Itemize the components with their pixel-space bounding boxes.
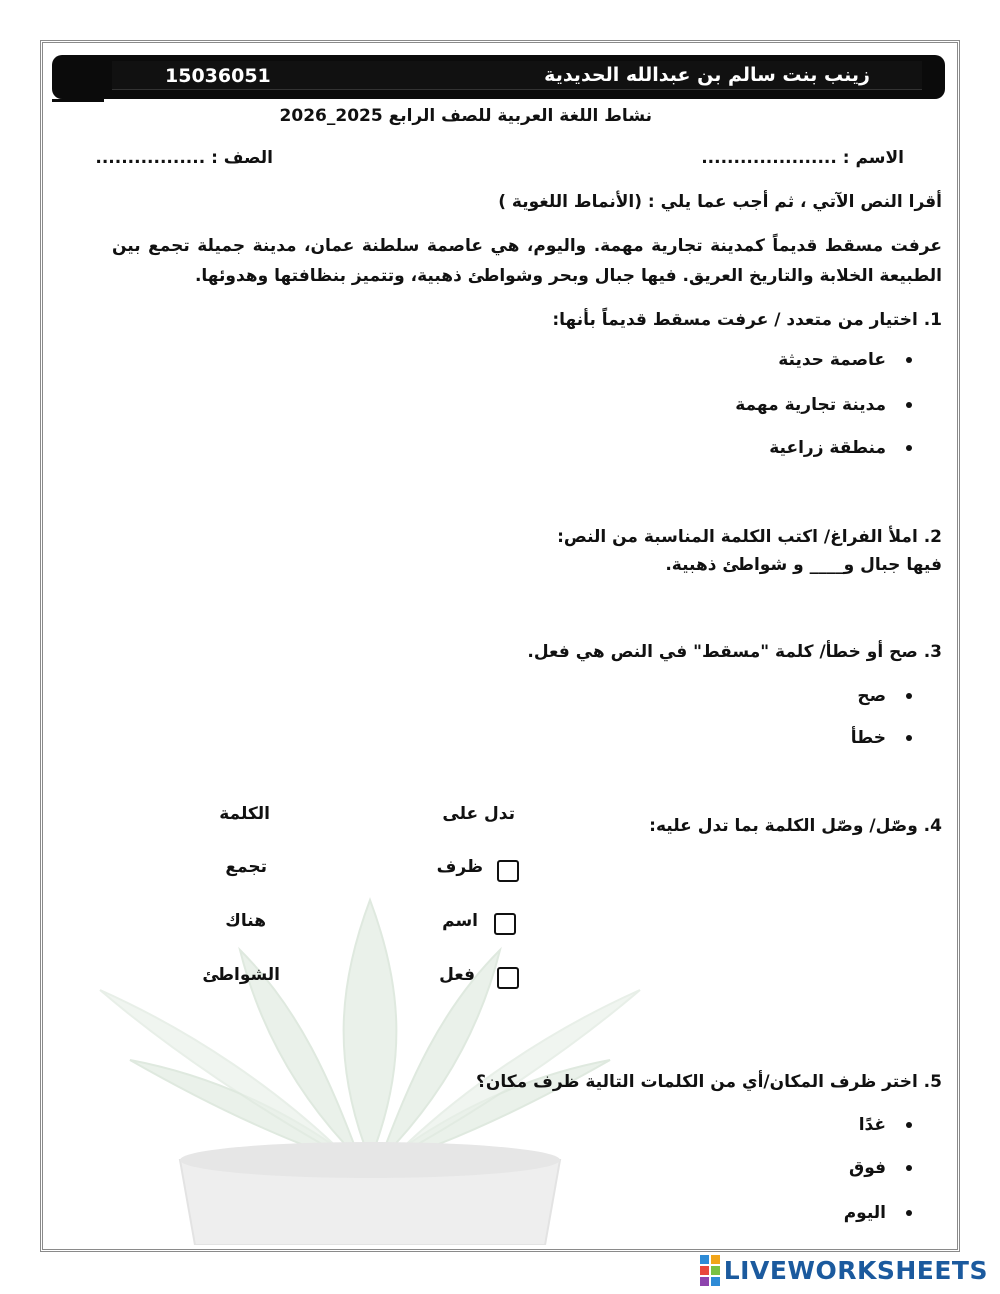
bullet-icon	[906, 1165, 912, 1171]
q1-option-3[interactable]: منطقة زراعية	[769, 438, 912, 458]
bullet-icon	[906, 402, 912, 408]
q1-prompt: 1. اختيار من متعدد / عرفت مسقط قديماً بأنها:	[552, 310, 942, 330]
q4-word-2[interactable]: هناك	[225, 911, 266, 931]
class-field-label[interactable]: الصف : .................	[95, 148, 273, 168]
q1-option-2[interactable]: مدينة تجارية مهمة	[735, 395, 912, 415]
bullet-icon	[906, 445, 912, 451]
q4-meaning-2: اسم	[442, 911, 478, 931]
name-field-label[interactable]: الاسم : .....................	[701, 148, 904, 168]
q4-checkbox-3[interactable]	[497, 967, 519, 989]
worksheet-title: نشاط اللغة العربية للصف الرابع 2025_2026	[279, 106, 652, 126]
bullet-icon	[906, 693, 912, 699]
q4-word-3[interactable]: الشواطئ	[202, 965, 280, 985]
q2-prompt: 2. املأ الفراغ/ اكتب الكلمة المناسبة من النص:	[557, 527, 942, 547]
q4-meaning-1: ظرف	[436, 857, 483, 877]
bullet-icon	[906, 1210, 912, 1216]
q2-sentence-blank[interactable]: فيها جبال و____ و شواطئ ذهبية.	[665, 555, 942, 575]
bullet-icon	[906, 735, 912, 741]
student-id: 15036051	[165, 65, 271, 87]
bullet-icon	[906, 357, 912, 363]
q4-prompt: 4. وصّل/ وصّل الكلمة بما تدل عليه:	[649, 816, 942, 836]
liveworksheets-logo-icon	[700, 1255, 720, 1286]
q3-option-false[interactable]: خطأ	[851, 728, 912, 748]
q3-option-true[interactable]: صح	[857, 686, 912, 706]
q4-meaning-column-header: تدل على	[442, 804, 515, 824]
q1-option-1[interactable]: عاصمة حديثة	[778, 350, 912, 370]
q5-option-2[interactable]: فوق	[849, 1158, 912, 1178]
student-name: زينب بنت سالم بن عبدالله الحديدية	[544, 64, 870, 86]
bullet-icon	[906, 1122, 912, 1128]
q4-checkbox-2[interactable]	[494, 913, 516, 935]
reading-passage: عرفت مسقط قديماً كمدينة تجارية مهمة. واليوم، هي عاصمة سلطنة عمان، مدينة جميلة تجمع بين الطبيعة الخلابة والتاريخ العريق. فيها جبال وبحر وشواطئ ذهبية، وتتميز بنظافتها وهدوئها.	[112, 236, 942, 286]
q4-checkbox-1[interactable]	[497, 860, 519, 882]
liveworksheets-brand: LIVEWORKSHEETS	[723, 1255, 988, 1285]
q3-prompt: 3. صح أو خطأ/ كلمة "مسقط" في النص هي فعل.	[527, 642, 942, 662]
header-underline	[52, 99, 104, 102]
q5-option-3[interactable]: اليوم	[844, 1203, 912, 1223]
liveworksheets-watermark	[700, 1253, 988, 1287]
q4-word-1[interactable]: تجمع	[225, 857, 267, 877]
q4-meaning-3: فعل	[439, 965, 475, 985]
q4-word-column-header: الكلمة	[219, 804, 270, 824]
succulent-background-image	[90, 860, 650, 1245]
q5-prompt: 5. اختر ظرف المكان/أي من الكلمات التالية ظرف مكان؟	[476, 1072, 942, 1092]
q5-option-1[interactable]: غدًا	[859, 1115, 912, 1135]
reading-instruction: أقرا النص الآتي ، ثم أجب عما يلي : (الأنماط اللغوية )	[498, 192, 942, 212]
